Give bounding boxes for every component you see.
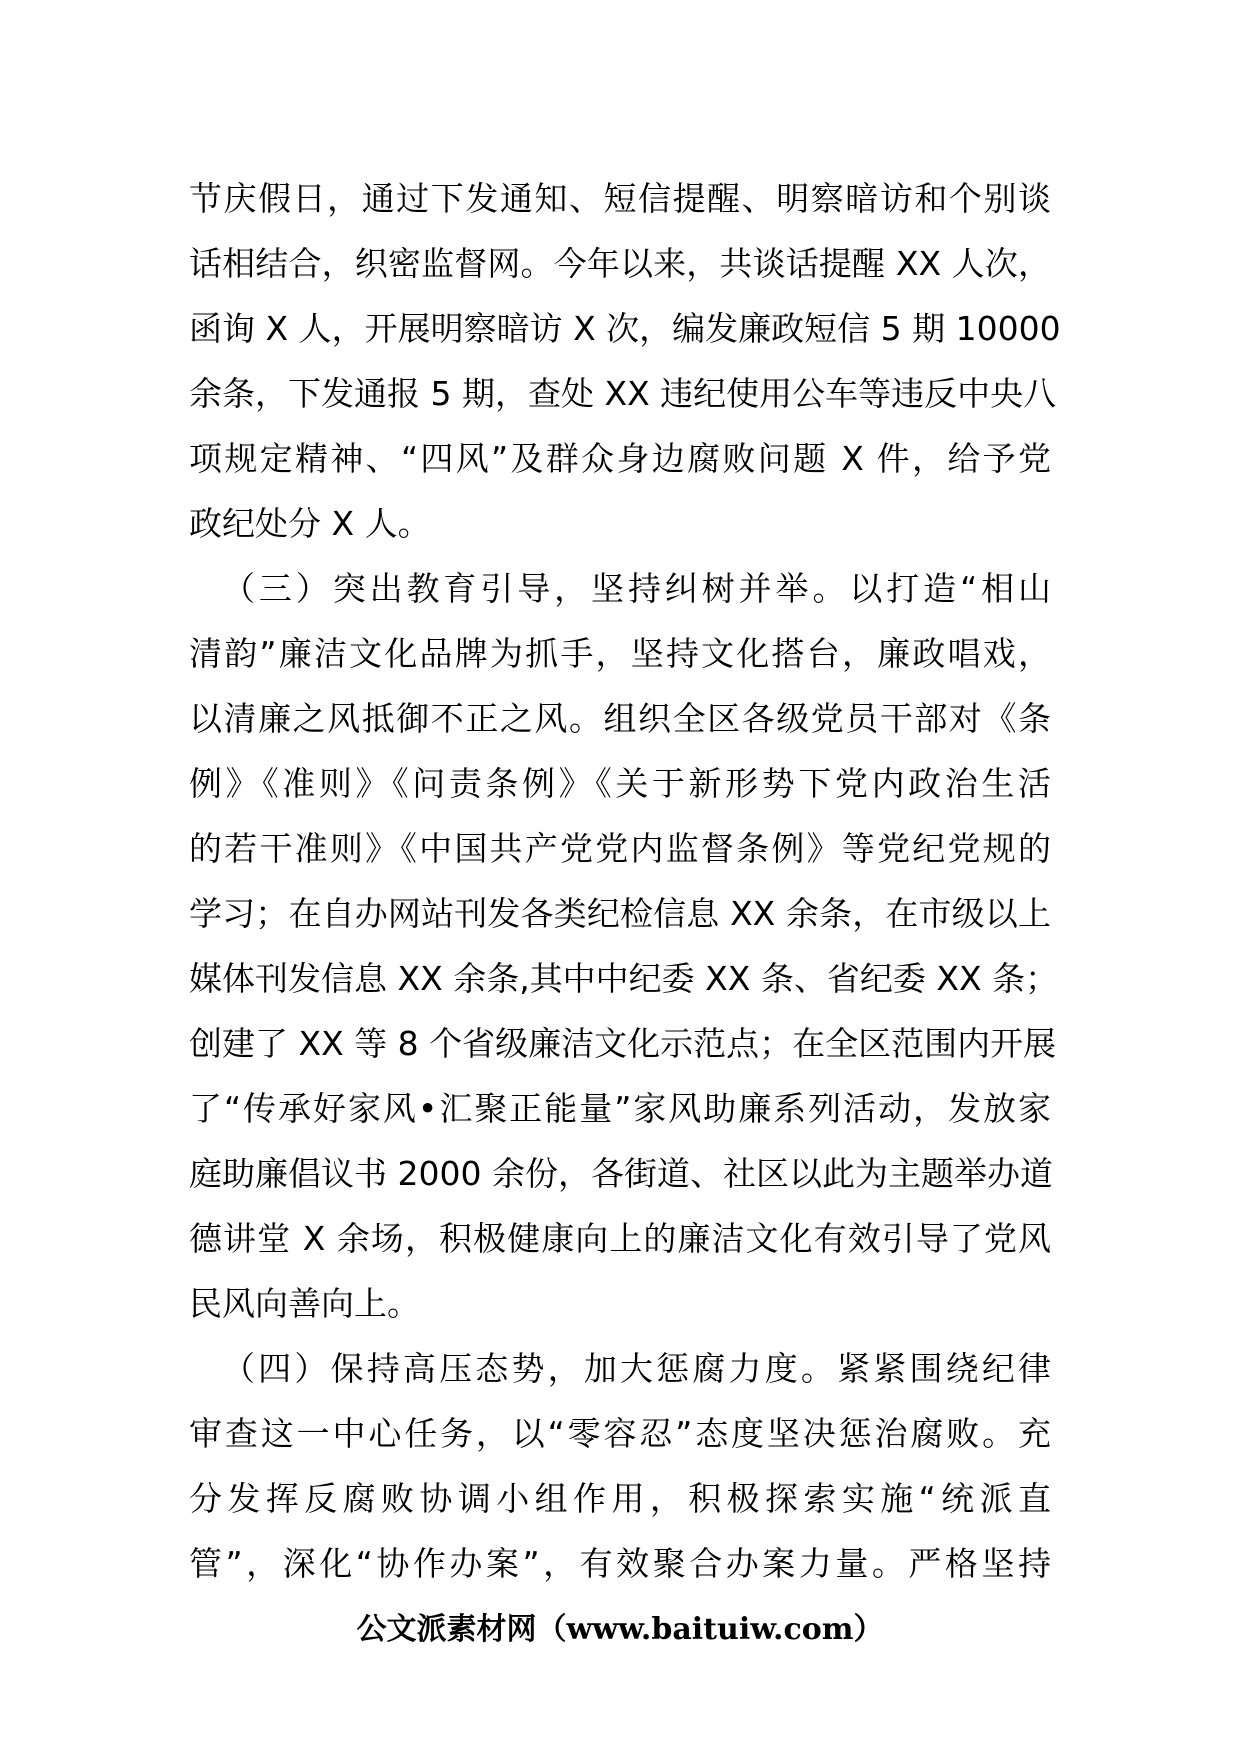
text-line: 管”，深化“协作办案”，有效聚合办案力量。严格坚持: [189, 1544, 1051, 1583]
text-line: 分发挥反腐败协调小组作用，积极探索实施“统派直: [189, 1479, 1051, 1518]
document-body: [189, 166, 1061, 1596]
text-line: 媒体刊发信息 XX 余条,其中中纪委 XX 条、省纪委 XX 条；: [189, 959, 1059, 998]
text-line: 函询 X 人，开展明察暗访 X 次，编发廉政短信 5 期 10000: [189, 309, 1061, 348]
footer-watermark: 公文派素材网（www.baituiw.com）: [356, 1612, 884, 1647]
text-line: 以清廉之风抵御不正之风。组织全区各级党员干部对《条: [189, 699, 1051, 738]
text-line: 审查这一中心任务，以“零容忍”态度坚决惩治腐败。充: [189, 1414, 1051, 1453]
section-four-heading-line: （四）保持高压态势，加大惩腐力度。紧紧围绕纪律: [222, 1349, 1051, 1388]
text-line: 庭助廉倡议书 2000 余份，各街道、社区以此为主题举办道: [189, 1154, 1053, 1193]
text-line: 民风向善向上。: [189, 1284, 420, 1323]
text-line: 节庆假日，通过下发通知、短信提醒、明察暗访和个别谈: [189, 179, 1051, 218]
text-line: 清韵”廉洁文化品牌为抓手，坚持文化搭台，廉政唱戏，: [189, 634, 1051, 673]
text-line: 例》《准则》《问责条例》《关于新形势下党内政治生活: [189, 764, 1051, 803]
section-three-heading-line: （三）突出教育引导，坚持纠树并举。以打造“相山: [222, 569, 1051, 608]
text-line: 余条，下发通报 5 期，查处 XX 违纪使用公车等违反中央八: [189, 374, 1057, 413]
text-line: 创建了 XX 等 8 个省级廉洁文化示范点；在全区范围内开展: [189, 1024, 1057, 1063]
text-line: 了“传承好家风•汇聚正能量”家风助廉系列活动，发放家: [189, 1089, 1051, 1128]
text-line: 的若干准则》《中国共产党党内监督条例》等党纪党规的: [189, 829, 1051, 868]
text-line: 学习；在自办网站刊发各类纪检信息 XX 余条，在市级以上: [189, 894, 1051, 933]
text-line: 项规定精神、“四风”及群众身边腐败问题 X 件，给予党: [189, 439, 1051, 478]
text-line: 政纪处分 X 人。: [189, 504, 431, 543]
text-line: 话相结合，织密监督网。今年以来，共谈话提醒 XX 人次，: [189, 244, 1051, 283]
text-line: 德讲堂 X 余场，积极健康向上的廉洁文化有效引导了党风: [189, 1219, 1051, 1258]
